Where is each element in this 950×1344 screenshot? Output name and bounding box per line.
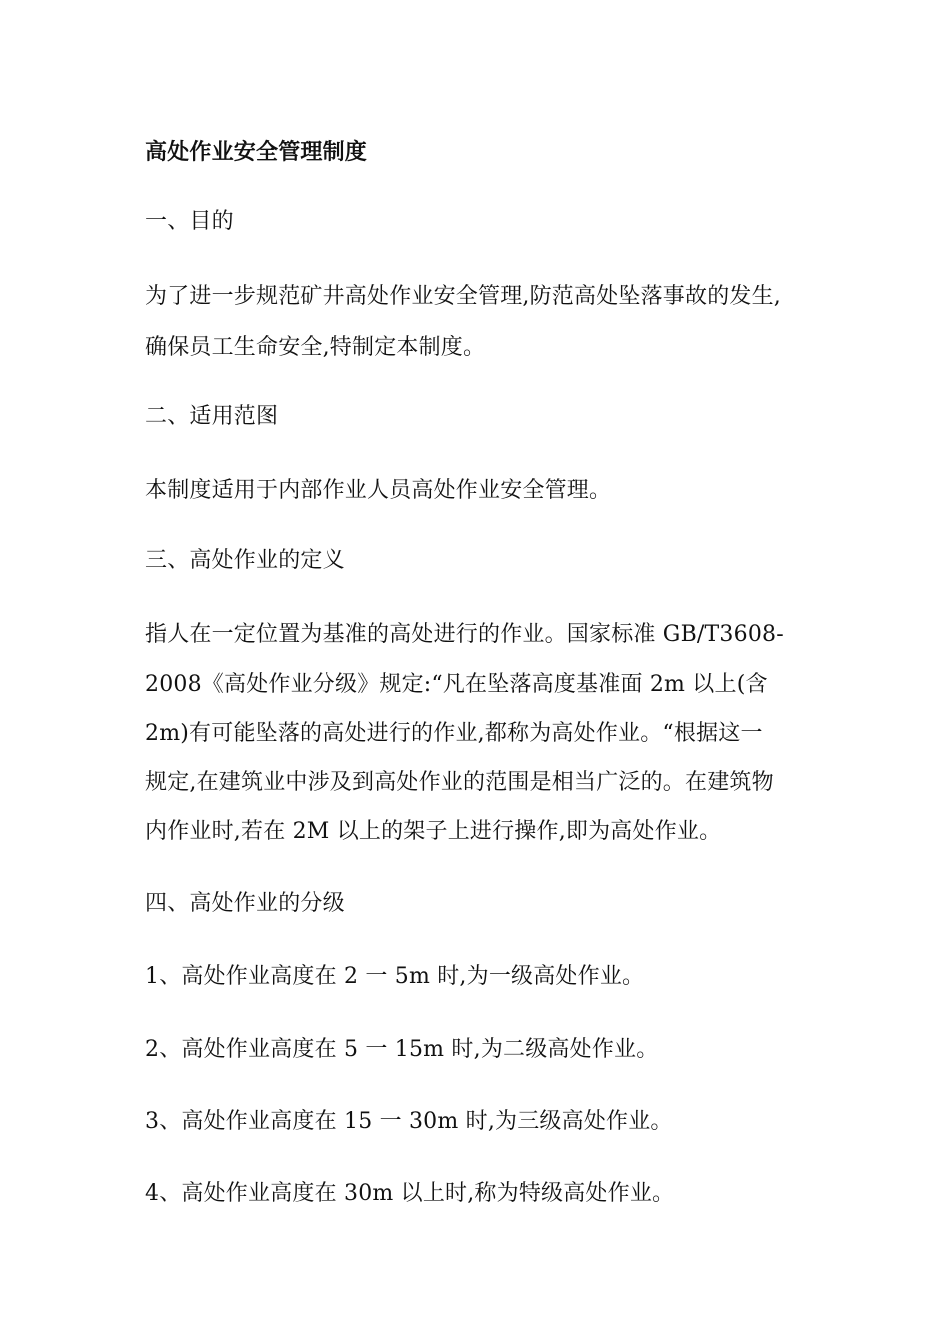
definition-paragraph-line: 2m)有可能坠落的高处进行的作业,都称为高处作业。“根据这一 <box>145 721 763 746</box>
grade-item: 1、高处作业高度在 2 一 5m 时,为一级高处作业。 <box>145 964 645 989</box>
section-heading-scope: 二、适用范图 <box>145 404 279 429</box>
section-heading-definition: 三、高处作业的定义 <box>145 548 345 573</box>
grade-item: 2、高处作业高度在 5 一 15m 时,为二级高处作业。 <box>145 1037 659 1062</box>
grade-item: 3、高处作业高度在 15 一 30m 时,为三级高处作业。 <box>145 1109 673 1134</box>
definition-paragraph-line: 指人在一定位置为基准的高处进行的作业。国家标准 GB/T3608- <box>145 622 784 647</box>
purpose-paragraph-line: 确保员工生命安全,特制定本制度。 <box>145 335 486 360</box>
section-heading-purpose: 一、目的 <box>145 209 234 234</box>
definition-paragraph-line: 内作业时,若在 2M 以上的架子上进行操作,即为高处作业。 <box>145 819 722 844</box>
purpose-paragraph-line: 为了进一步规范矿井高处作业安全管理,防范高处坠落事故的发生, <box>145 284 781 309</box>
document-title: 高处作业安全管理制度 <box>145 139 368 165</box>
scope-paragraph-line: 本制度适用于内部作业人员高处作业安全管理。 <box>145 478 612 503</box>
definition-paragraph-line: 规定,在建筑业中涉及到高处作业的范围是相当广泛的。在建筑物 <box>145 770 774 795</box>
grade-item: 4、高处作业高度在 30m 以上时,称为特级高处作业。 <box>145 1181 675 1206</box>
section-heading-grades: 四、高处作业的分级 <box>145 891 345 916</box>
definition-paragraph-line: 2008《高处作业分级》规定:“凡在坠落高度基准面 2m 以上(含 <box>145 672 768 697</box>
